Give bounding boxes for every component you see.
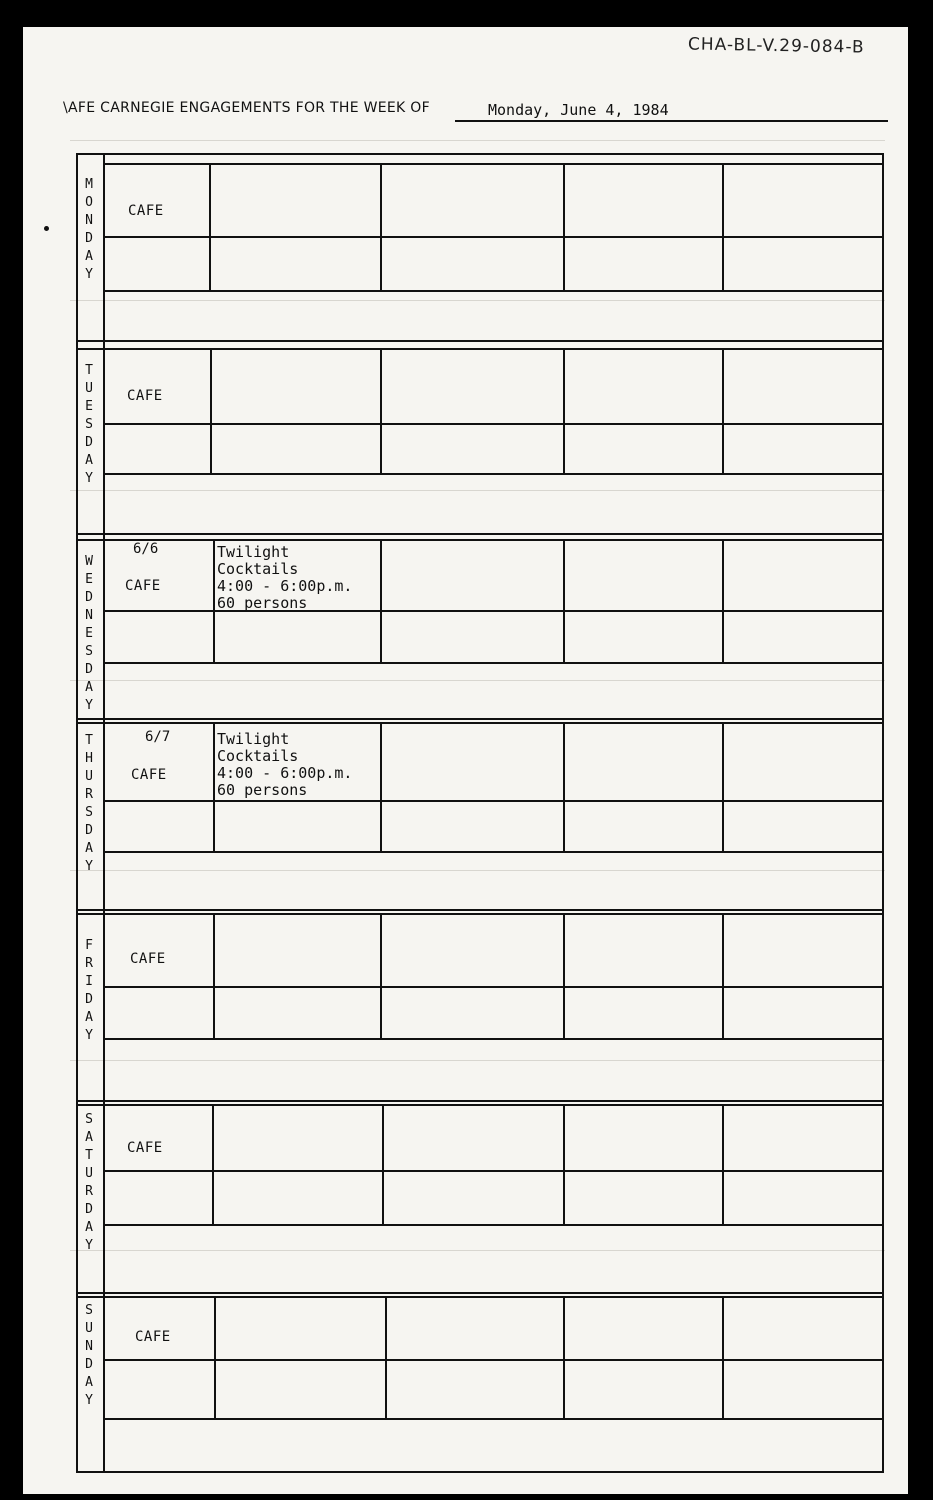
venue-label: CAFE	[135, 1329, 171, 1345]
venue-label: CAFE	[128, 203, 164, 219]
day-label-wednesday: W E D N E S D A Y	[85, 554, 93, 713]
table-bottom-border	[76, 1471, 884, 1473]
venue-label: CAFE	[125, 578, 161, 594]
day-label-sunday: S U N D A Y	[85, 1303, 93, 1408]
event-date: 6/6	[133, 541, 159, 557]
table-right-border	[882, 153, 884, 1473]
week-date: Monday, June 4, 1984	[488, 101, 669, 119]
event-date: 6/7	[145, 729, 171, 745]
table-left-border	[76, 153, 78, 1473]
day-label-saturday: S A T U R D A Y	[85, 1112, 93, 1253]
venue-label: CAFE	[127, 1140, 163, 1156]
page-title: \AFE CARNEGIE ENGAGEMENTS FOR THE WEEK OF	[63, 100, 430, 116]
table-day-column-border	[103, 153, 105, 1473]
document-page	[23, 27, 908, 1494]
document-reference: CHA-BL-V.29-084-B	[687, 34, 865, 58]
venue-label: CAFE	[127, 388, 163, 404]
event-details: Twilight Cocktails 4:00 - 6:00p.m. 60 persons	[217, 730, 353, 799]
day-label-friday: F R I D A Y	[85, 938, 93, 1043]
event-details: Twilight Cocktails 4:00 - 6:00p.m. 60 persons	[217, 543, 353, 612]
venue-label: CAFE	[130, 951, 166, 967]
day-label-tuesday: T U E S D A Y	[85, 363, 93, 486]
day-label-monday: M O N D A Y	[85, 177, 93, 282]
punch-hole-mark	[44, 226, 49, 231]
date-underline	[455, 120, 888, 122]
day-label-thursday: T H U R S D A Y	[85, 733, 93, 874]
table-top-border	[76, 153, 884, 155]
venue-label: CAFE	[131, 767, 167, 783]
